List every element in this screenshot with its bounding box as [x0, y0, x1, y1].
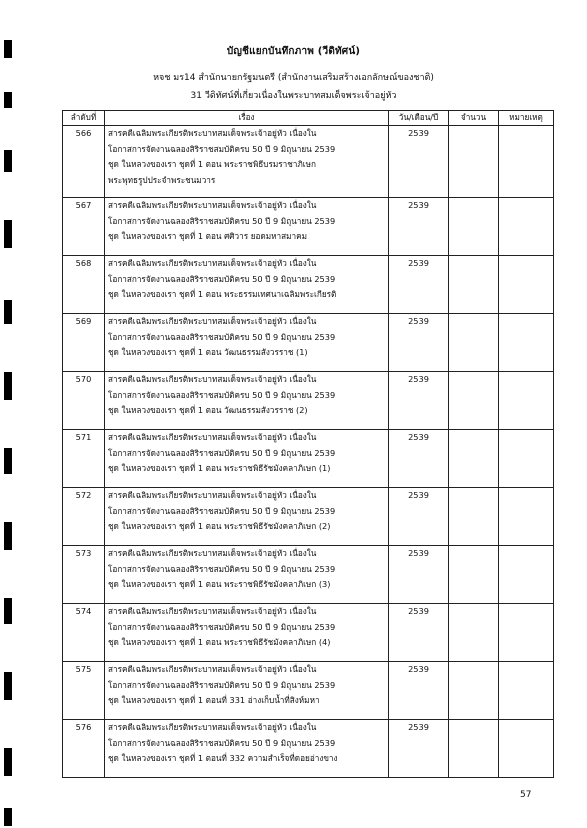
table-row: [63, 126, 554, 198]
row-remark: [499, 198, 554, 256]
row-date: 2539: [389, 126, 449, 198]
binder-hole: [4, 300, 12, 324]
subject-line: พระพุทธรูปประจำพระชนมวาร: [108, 174, 216, 185]
col-header-number: ลำดับที่: [63, 111, 105, 126]
row-date: 2539: [389, 488, 449, 546]
row-date: 2539: [389, 256, 449, 314]
table-row: [63, 604, 554, 662]
row-quantity: [449, 430, 499, 488]
row-subject: [105, 198, 389, 256]
row-date: 2539: [389, 198, 449, 256]
row-number: 566: [63, 126, 105, 198]
binder-hole: [4, 808, 12, 826]
subject-line: โอกาสการจัดงานฉลองสิริราชสมบัติครบ 50 ปี 9 มิถุนายน 2539: [108, 679, 336, 690]
row-subject: [105, 546, 389, 604]
row-remark: [499, 314, 554, 372]
subject-line: โอกาสการจัดงานฉลองสิริราชสมบัติครบ 50 ปี 9 มิถุนายน 2539: [108, 505, 336, 516]
row-quantity: [449, 314, 499, 372]
subject-line: สารคดีเฉลิมพระเกียรติพระบาทสมเด็จพระเจ้าอยู่หัว เนื่องใน: [108, 548, 317, 558]
row-number: 567: [63, 198, 105, 256]
subject-line: สารคดีเฉลิมพระเกียรติพระบาทสมเด็จพระเจ้าอยู่หัว เนื่องใน: [108, 664, 317, 674]
binder-hole: [4, 748, 12, 776]
subject-line: สารคดีเฉลิมพระเกียรติพระบาทสมเด็จพระเจ้าอยู่หัว เนื่องใน: [108, 374, 317, 384]
row-remark: [499, 720, 554, 778]
subject-line: ชุด ในหลวงของเรา ชุดที่ 1 ตอนที่ 331 อ่างเก็บน้ำที่สิงห์มหา: [108, 695, 320, 706]
col-header-quantity: จำนวน: [449, 111, 499, 126]
subject-line: สารคดีเฉลิมพระเกียรติพระบาทสมเด็จพระเจ้าอยู่หัว เนื่องใน: [108, 316, 317, 326]
row-quantity: [449, 662, 499, 720]
subject-line: โอกาสการจัดงานฉลองสิริราชสมบัติครบ 50 ปี 9 มิถุนายน 2539: [108, 621, 336, 632]
row-date: 2539: [389, 546, 449, 604]
subject-line: ชุด ในหลวงของเรา ชุดที่ 1 ตอน พระราชพิธีบรมราชาภิเษก: [108, 159, 316, 170]
col-header-date: วัน/เดือน/ปี: [389, 111, 449, 126]
table-row: [63, 256, 554, 314]
row-quantity: [449, 720, 499, 778]
row-remark: [499, 256, 554, 314]
subject-line: โอกาสการจัดงานฉลองสิริราชสมบัติครบ 50 ปี 9 มิถุนายน 2539: [108, 331, 336, 342]
subject-line: สารคดีเฉลิมพระเกียรติพระบาทสมเด็จพระเจ้าอยู่หัว เนื่องใน: [108, 606, 317, 616]
subject-line: สารคดีเฉลิมพระเกียรติพระบาทสมเด็จพระเจ้าอยู่หัว เนื่องใน: [108, 490, 317, 500]
row-number: 576: [63, 720, 105, 778]
page-number: 57: [520, 790, 532, 800]
row-subject: [105, 604, 389, 662]
row-number: 575: [63, 662, 105, 720]
series-line: 31 วีดิทัศน์ที่เกี่ยวเนื่องในพระบาทสมเด็จพระเจ้าอยู่หัว: [190, 91, 397, 101]
subject-line: ชุด ในหลวงของเรา ชุดที่ 1 ตอน พระธรรมเทศนาเฉลิมพระเกียรติ: [108, 289, 337, 300]
col-header-subject: เรื่อง: [105, 111, 389, 126]
table-row: [63, 546, 554, 604]
table-row: [63, 430, 554, 488]
subject-line: โอกาสการจัดงานฉลองสิริราชสมบัติครบ 50 ปี 9 มิถุนายน 2539: [108, 737, 336, 748]
row-number: 568: [63, 256, 105, 314]
subject-line: สารคดีเฉลิมพระเกียรติพระบาทสมเด็จพระเจ้าอยู่หัว เนื่องใน: [108, 722, 317, 732]
table-row: [63, 314, 554, 372]
row-remark: [499, 126, 554, 198]
row-quantity: [449, 488, 499, 546]
row-subject: [105, 662, 389, 720]
row-number: 573: [63, 546, 105, 604]
row-quantity: [449, 546, 499, 604]
fonds-line: หจช มร14 สำนักนายกรัฐมนตรี (สำนักงานเสริมสร้างเอกลักษณ์ของชาติ): [153, 73, 434, 83]
subject-line: ชุด ในหลวงของเรา ชุดที่ 1 ตอน พระราชพิธีรัชมังคลาภิเษก (2): [108, 521, 331, 532]
table-row: [63, 372, 554, 430]
row-subject: [105, 314, 389, 372]
subject-line: สารคดีเฉลิมพระเกียรติพระบาทสมเด็จพระเจ้าอยู่หัว เนื่องใน: [108, 200, 317, 210]
row-remark: [499, 604, 554, 662]
row-quantity: [449, 372, 499, 430]
row-subject: [105, 430, 389, 488]
row-date: 2539: [389, 662, 449, 720]
row-quantity: [449, 604, 499, 662]
subject-line: โอกาสการจัดงานฉลองสิริราชสมบัติครบ 50 ปี 9 มิถุนายน 2539: [108, 389, 336, 400]
row-date: 2539: [389, 372, 449, 430]
row-number: 571: [63, 430, 105, 488]
subject-line: โอกาสการจัดงานฉลองสิริราชสมบัติครบ 50 ปี 9 มิถุนายน 2539: [108, 447, 336, 458]
row-subject: [105, 126, 389, 198]
row-date: 2539: [389, 604, 449, 662]
binder-hole: [4, 522, 12, 550]
record-table: [62, 110, 554, 778]
document-title: บัญชีแยกบันทึกภาพ (วีดิทัศน์): [226, 46, 361, 57]
subject-line: สารคดีเฉลิมพระเกียรติพระบาทสมเด็จพระเจ้าอยู่หัว เนื่องใน: [108, 432, 317, 442]
row-remark: [499, 430, 554, 488]
subject-line: สารคดีเฉลิมพระเกียรติพระบาทสมเด็จพระเจ้าอยู่หัว เนื่องใน: [108, 128, 317, 138]
row-quantity: [449, 126, 499, 198]
row-subject: [105, 488, 389, 546]
row-date: 2539: [389, 314, 449, 372]
subject-line: โอกาสการจัดงานฉลองสิริราชสมบัติครบ 50 ปี 9 มิถุนายน 2539: [108, 143, 336, 154]
row-remark: [499, 488, 554, 546]
subject-line: ชุด ในหลวงของเรา ชุดที่ 1 ตอน พระราชพิธีรัชมังคลาภิเษก (1): [108, 463, 331, 474]
binder-hole: [4, 448, 12, 474]
table-row: [63, 488, 554, 546]
subject-line: ชุด ในหลวงของเรา ชุดที่ 1 ตอน ศศิวาร ยอดมหาสมาคม: [108, 231, 307, 242]
table-header-row: [63, 111, 554, 126]
row-quantity: [449, 256, 499, 314]
row-remark: [499, 662, 554, 720]
binder-hole: [4, 220, 12, 248]
row-subject: [105, 372, 389, 430]
binder-hole: [4, 598, 12, 624]
row-number: 570: [63, 372, 105, 430]
table-row: [63, 198, 554, 256]
row-date: 2539: [389, 430, 449, 488]
subject-line: ชุด ในหลวงของเรา ชุดที่ 1 ตอน พระราชพิธีรัชมังคลาภิเษก (4): [108, 637, 331, 648]
binder-hole: [4, 150, 12, 172]
subject-line: ชุด ในหลวงของเรา ชุดที่ 1 ตอน วัฒนธรรมสังวรราช (1): [108, 347, 308, 358]
row-date: 2539: [389, 720, 449, 778]
row-number: 569: [63, 314, 105, 372]
subject-line: โอกาสการจัดงานฉลองสิริราชสมบัติครบ 50 ปี 9 มิถุนายน 2539: [108, 215, 336, 226]
binder-hole: [4, 372, 12, 400]
table-row: [63, 720, 554, 778]
row-number: 572: [63, 488, 105, 546]
table-row: [63, 662, 554, 720]
binder-hole: [4, 672, 12, 700]
row-remark: [499, 372, 554, 430]
subject-line: สารคดีเฉลิมพระเกียรติพระบาทสมเด็จพระเจ้าอยู่หัว เนื่องใน: [108, 258, 317, 268]
row-subject: [105, 256, 389, 314]
subject-line: โอกาสการจัดงานฉลองสิริราชสมบัติครบ 50 ปี 9 มิถุนายน 2539: [108, 563, 336, 574]
row-remark: [499, 546, 554, 604]
subject-line: โอกาสการจัดงานฉลองสิริราชสมบัติครบ 50 ปี 9 มิถุนายน 2539: [108, 273, 336, 284]
row-quantity: [449, 198, 499, 256]
row-number: 574: [63, 604, 105, 662]
subject-line: ชุด ในหลวงของเรา ชุดที่ 1 ตอนที่ 332 ความสำเร็จที่ดอยอ่างขาง: [108, 753, 338, 764]
subject-line: ชุด ในหลวงของเรา ชุดที่ 1 ตอน พระราชพิธีรัชมังคลาภิเษก (3): [108, 579, 331, 590]
subject-line: ชุด ในหลวงของเรา ชุดที่ 1 ตอน วัฒนธรรมสังวรราช (2): [108, 405, 308, 416]
col-header-remark: หมายเหตุ: [499, 111, 554, 126]
row-subject: [105, 720, 389, 778]
